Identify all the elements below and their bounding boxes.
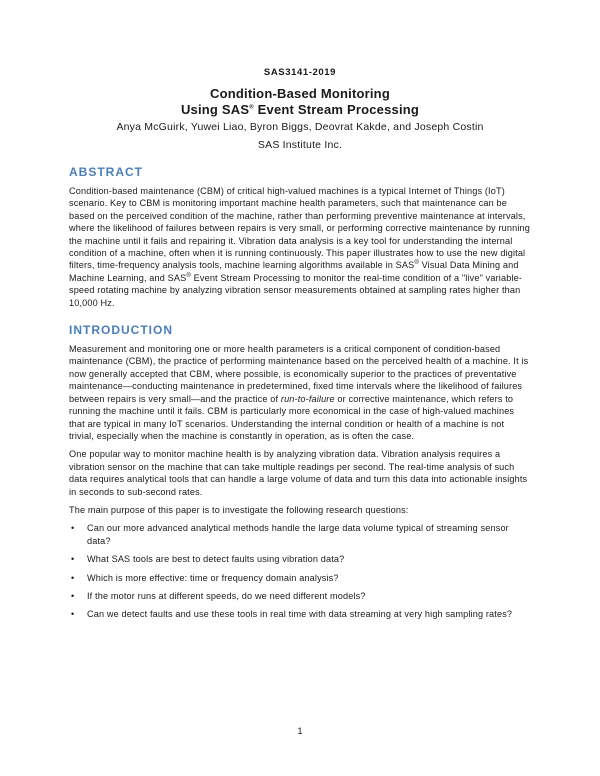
intro-p1-text-b: or corrective maintenance, which refers to running the machine until it fails. CBM is particularly more economical in the case of high-valued machines that are typical in many IoT scenarios. Understanding the internal condition or health of a machine is not trivial, especially when the machine is constantly in operation, as is often the case. xyxy=(69,393,515,441)
title-line-1: Condition-Based Monitoring xyxy=(210,86,390,101)
list-item-text: Can we detect faults and use these tools in real time with data streaming at very high sampling rates? xyxy=(87,609,513,620)
list-item xyxy=(69,572,531,584)
intro-paragraph-1 xyxy=(69,343,531,442)
intro-p1-italic: run-to-failure xyxy=(280,393,335,404)
list-item xyxy=(69,608,531,620)
list-item-text: What SAS tools are best to detect faults using vibration data? xyxy=(87,554,345,565)
page-content xyxy=(69,67,531,627)
bullet-icon: • xyxy=(71,609,75,620)
bullet-icon: • xyxy=(71,572,75,583)
abstract-heading: ABSTRACT xyxy=(69,165,143,179)
paper-title xyxy=(69,86,531,118)
list-item-text: Which is more effective: time or frequency domain analysis? xyxy=(87,572,339,583)
list-item-text: If the motor runs at different speeds, do we need different models? xyxy=(87,590,366,601)
intro-p1-text-a: Measurement and monitoring one or more health parameters is a critical component of condition-based maintenance (CBM), the practice of performing maintenance based on the perceived health of a machine. It is now generally accepted that CBM, where possible, is economically superior to the practices of preventative maintenance—conducting maintenance in predetermined, fixed time intervals where the likelihood of failures between repairs is very small—and the practice of xyxy=(69,344,529,404)
page-number: 1 xyxy=(297,726,303,736)
abstract-text-b: Visual Data Mining and Machine Learning, and SAS xyxy=(69,260,519,283)
title-text-a: Using SAS xyxy=(180,102,250,117)
research-questions-list xyxy=(69,522,531,620)
bullet-icon: • xyxy=(71,554,75,565)
title-text-b: Event Stream Processing xyxy=(253,102,420,117)
registered-mark: ® xyxy=(249,104,254,111)
abstract-paragraph xyxy=(69,185,531,309)
registered-mark: ® xyxy=(186,272,191,279)
abstract-text-a: Condition-based maintenance (CBM) of critical high-valued machines is a typical Internet of Things (IoT) scenario. Key to CBM is monitoring important machine health parameters, such that maintenance can be based on the perceived condition of the machine, rather than performing preventive maintenance at intervals, where the likelihood of failures between repairs is very small, or performing corrective maintenance by running the machine until it fails and repairing it. Vibration data analysis is a key tool for understanding the internal condition of a machine, often when it is running continuously. This paper illustrates how to use the new digital filters, time-frequency analysis tools, machine learning algorithms available in SAS xyxy=(69,186,530,271)
list-item xyxy=(69,590,531,602)
abstract-text-c: Event Stream Processing to monitor the real-time condition of a "live" variable-speed rotating machine by analyzing vibration sensor measurements obtained at sampling rates higher than 10,000 Hz. xyxy=(69,272,523,308)
author-list: Anya McGuirk, Yuwei Liao, Byron Biggs, Deovrat Kakde, and Joseph Costin xyxy=(116,121,484,133)
bullet-icon: • xyxy=(71,590,75,601)
list-item xyxy=(69,522,531,547)
affiliation: SAS Institute Inc. xyxy=(257,139,343,151)
bullet-icon: • xyxy=(71,523,75,534)
intro-paragraph-2: One popular way to monitor machine health is by analyzing vibration data. Vibration analysis requires a vibration sensor on the machine that can take multiple readings per second. The real-time analysis of such data requires analytical tools that can handle a large volume of data and turn this data into actionable insights in seconds to sub-second rates. xyxy=(69,449,528,497)
list-item xyxy=(69,553,531,565)
introduction-heading: INTRODUCTION xyxy=(69,323,173,338)
intro-paragraph-3: The main purpose of this paper is to investigate the following research questions: xyxy=(69,504,409,515)
registered-mark: ® xyxy=(414,260,419,267)
paper-id: SAS3141-2019 xyxy=(263,67,337,78)
title-line-2 xyxy=(69,102,531,118)
list-item-text: Can our more advanced analytical methods handle the large data volume typical of streaming sensor data? xyxy=(87,523,509,546)
